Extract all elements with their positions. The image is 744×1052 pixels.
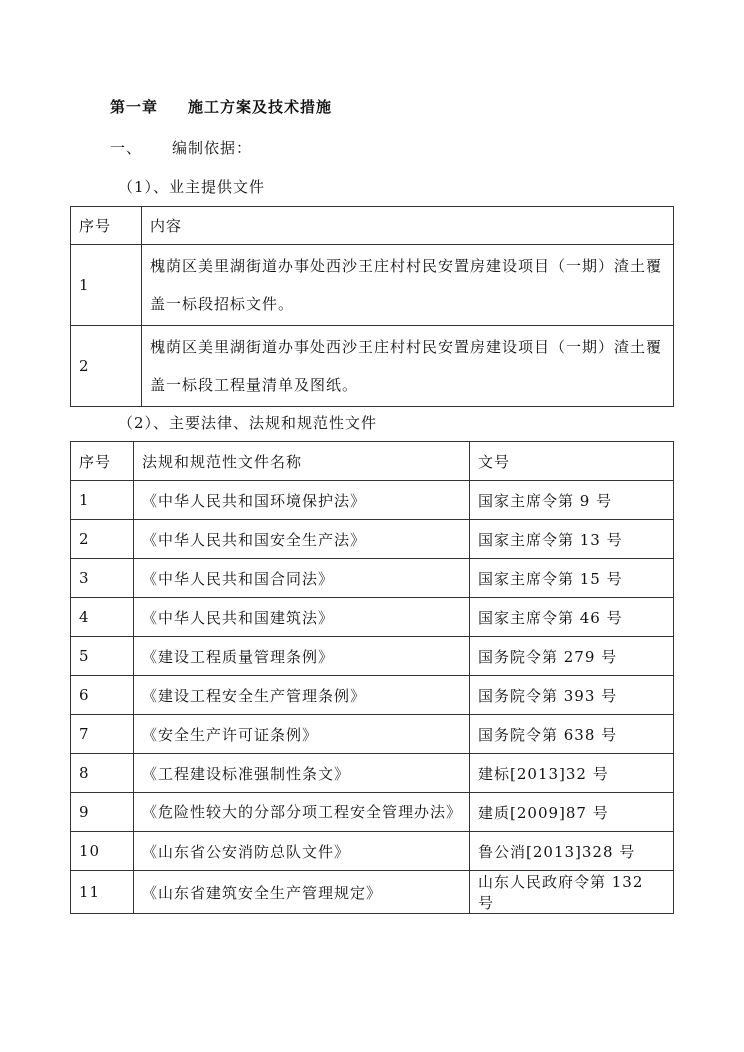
row-doc: 国务院令第 279 号 [470, 637, 674, 676]
section-number: 一、 [110, 139, 143, 157]
table-row [71, 793, 674, 832]
row-doc: 国家主席令第 46 号 [470, 598, 674, 637]
owner-documents-table [70, 206, 674, 407]
row-doc: 国家主席令第 13 号 [470, 520, 674, 559]
row-number: 9 [71, 793, 134, 832]
row-name: 《山东省公安消防总队文件》 [134, 832, 470, 871]
chapter-number: 第一章 [110, 98, 159, 116]
row-number: 5 [71, 637, 134, 676]
row-number: 4 [71, 598, 134, 637]
table-row [71, 326, 674, 407]
row-doc: 建标[2013]32 号 [470, 754, 674, 793]
row-name: 《山东省建筑安全生产管理规定》 [134, 871, 470, 914]
row-number: 2 [71, 520, 134, 559]
header-cell-no: 序号 [71, 442, 134, 481]
header-cell-no: 序号 [71, 207, 142, 245]
row-number: 7 [71, 715, 134, 754]
table-row [71, 832, 674, 871]
table-row [71, 598, 674, 637]
table-row [71, 637, 674, 676]
row-name: 《工程建设标准强制性条文》 [134, 754, 470, 793]
row-number: 11 [71, 871, 134, 914]
row-doc: 鲁公消[2013]328 号 [470, 832, 674, 871]
laws-regulations-table [70, 441, 674, 914]
row-number: 6 [71, 676, 134, 715]
row-number: 1 [71, 481, 134, 520]
row-number: 8 [71, 754, 134, 793]
chapter-heading [110, 96, 332, 117]
row-doc: 山东人民政府令第 132 号 [470, 871, 674, 914]
table-row [71, 715, 674, 754]
table-row [71, 754, 674, 793]
row-doc: 国务院令第 638 号 [470, 715, 674, 754]
header-cell-name: 法规和规范性文件名称 [134, 442, 470, 481]
row-name: 《建设工程安全生产管理条例》 [134, 676, 470, 715]
row-content: 槐荫区美里湖街道办事处西沙王庄村村民安置房建设项目（一期）渣土覆盖一标段招标文件。 [142, 245, 674, 326]
row-name: 《中华人民共和国建筑法》 [134, 598, 470, 637]
row-number: 3 [71, 559, 134, 598]
row-name: 《安全生产许可证条例》 [134, 715, 470, 754]
row-doc: 国务院令第 393 号 [470, 676, 674, 715]
chapter-title: 施工方案及技术措施 [188, 98, 333, 116]
table-row [71, 559, 674, 598]
table-row [71, 676, 674, 715]
subheading-owner-documents: （1）、业主提供文件 [118, 178, 266, 196]
section-title: 编制依据： [172, 139, 253, 157]
table-header-row [71, 207, 674, 245]
row-content: 槐荫区美里湖街道办事处西沙王庄村村民安置房建设项目（一期）渣土覆盖一标段工程量清单及图纸。 [142, 326, 674, 407]
header-cell-doc: 文号 [470, 442, 674, 481]
table-row [71, 245, 674, 326]
table-row [71, 871, 674, 914]
header-cell-content: 内容 [142, 207, 674, 245]
row-name: 《建设工程质量管理条例》 [134, 637, 470, 676]
table-row [71, 520, 674, 559]
row-doc: 建质[2009]87 号 [470, 793, 674, 832]
row-name: 《中华人民共和国安全生产法》 [134, 520, 470, 559]
row-doc: 国家主席令第 15 号 [470, 559, 674, 598]
section-heading [110, 137, 252, 158]
row-name: 《危险性较大的分部分项工程安全管理办法》 [134, 793, 470, 832]
row-name: 《中华人民共和国合同法》 [134, 559, 470, 598]
row-doc: 国家主席令第 9 号 [470, 481, 674, 520]
subheading-laws-regulations: （2）、主要法律、法规和规范性文件 [118, 414, 378, 432]
row-number: 2 [71, 326, 142, 407]
row-number: 1 [71, 245, 142, 326]
row-name: 《中华人民共和国环境保护法》 [134, 481, 470, 520]
table-header-row [71, 442, 674, 481]
row-number: 10 [71, 832, 134, 871]
table-row [71, 481, 674, 520]
